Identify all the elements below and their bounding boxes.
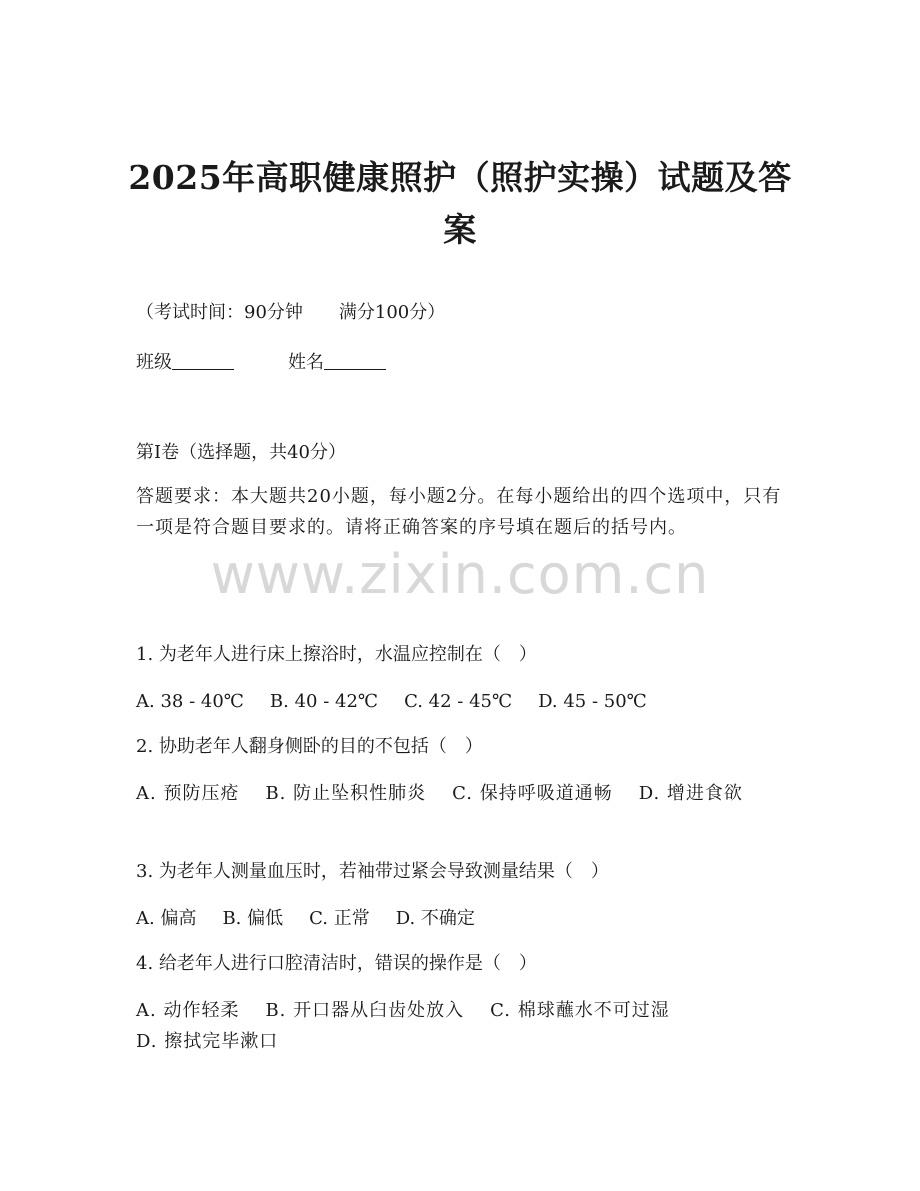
name-blank [324, 351, 386, 370]
exam-info: （考试时间：90分钟 满分100分） [136, 302, 446, 323]
watermark: www.zixin.com.cn [210, 543, 710, 606]
option-b: B. 偏低 [222, 908, 284, 929]
document-title: 2025年高职健康照护（照护实操）试题及答案 [128, 158, 792, 249]
section-heading: 第Ⅰ卷（选择题，共40分） [136, 442, 347, 463]
section-instructions: 答题要求：本大题共20小题，每小题2分。在每小题给出的四个选项中，只有一项是符合题目要求的。请将正确答案的序号填在题后的括号内。 [136, 486, 782, 538]
option-c: C. 42 - 45℃ [404, 691, 513, 712]
option-c: C. 正常 [309, 908, 370, 929]
question-stem: 1. 为老年人进行床上擦浴时，水温应控制在（ ） [136, 644, 537, 665]
option-d: D. 增进食欲 [638, 783, 743, 804]
option-a: A. 预防压疮 [136, 783, 240, 804]
option-b: B. 防止坠积性肺炎 [265, 783, 427, 804]
name-label: 姓名 [288, 352, 324, 373]
option-b: B. 40 - 42℃ [269, 691, 379, 712]
class-label: 班级 [136, 352, 172, 373]
question-options [136, 686, 647, 717]
option-c: C. 棉球蘸水不可过湿 [490, 1000, 670, 1021]
question-options [136, 995, 786, 1057]
question-stem: 4. 给老年人进行口腔清洁时，错误的操作是（ ） [136, 953, 537, 974]
question-stem: 3. 为老年人测量血压时，若袖带过紧会导致测量结果（ ） [136, 861, 609, 882]
class-blank [172, 351, 234, 370]
option-c: C. 保持呼吸道通畅 [452, 783, 613, 804]
option-d: D. 45 - 50℃ [538, 691, 647, 712]
question-options [136, 903, 475, 934]
question-stem: 2. 协助老年人翻身侧卧的目的不包括（ ） [136, 736, 483, 757]
student-info-row [136, 347, 386, 378]
option-d: D. 擦拭完毕漱口 [136, 1031, 279, 1052]
option-a: A. 38 - 40℃ [136, 691, 244, 712]
option-a: A. 偏高 [136, 908, 197, 929]
option-b: B. 开口器从臼齿处放入 [265, 1000, 465, 1021]
option-d: D. 不确定 [395, 908, 475, 929]
option-a: A. 动作轻柔 [136, 1000, 240, 1021]
question-options [136, 778, 786, 809]
